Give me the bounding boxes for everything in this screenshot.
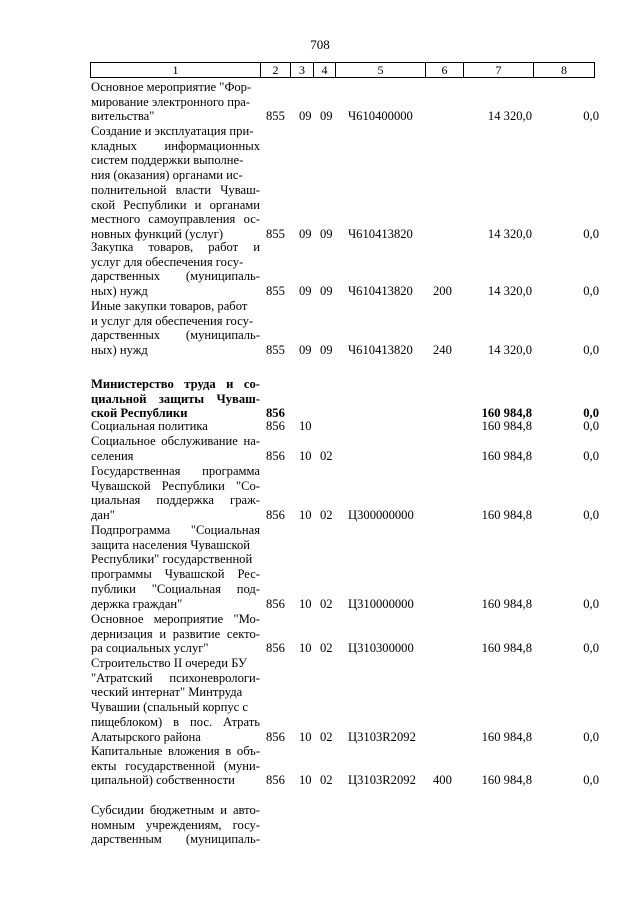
row-name-line: Строительство II очереди БУ [91,656,247,670]
header-col-3: 3 [291,63,314,77]
row-name-line: местного самоуправления ос- [91,212,260,227]
row-value-c8: 0,0 [583,508,599,523]
row-name-line: Капитальные вложения в объ- [91,744,260,758]
row-name [91,803,260,847]
row-value-c8: 0,0 [583,109,599,124]
row-value-c3: 10 [299,773,312,788]
row-name-line: Закупка товаров, работ и [91,240,260,254]
row-name-line: Создание и эксплуатация при- [91,124,254,138]
row-value-c3: 09 [299,109,312,124]
header-col-8: 8 [561,63,567,77]
row-value-c4: 02 [320,641,333,656]
row-name-line: Чувашии (спальный корпус с [91,700,248,715]
row-value-c2: 856 [266,508,285,523]
row-name-line: и услуг для обеспечения госу- [91,313,254,328]
row-value-c3: 10 [299,448,312,463]
row-value-c2: 856 [266,448,285,463]
row-name-line: ской Республики и органами [91,197,260,212]
row-name-line: Республики" государственной [91,552,253,567]
row-value-c7: 160 984,8 [481,596,532,611]
row-value-c7: 14 320,0 [487,284,532,299]
row-value-c3: 10 [299,729,312,744]
row-value-c7: 160 984,8 [481,448,532,463]
row-name-line: услуг для обеспечения госу- [91,254,244,269]
row-value-c2: 855 [266,284,285,299]
row-name-line: Алатырского района [91,729,201,744]
row-value-c6: 400 [433,773,452,788]
row-name-line: номным учреждениям, госу- [91,817,260,832]
row-name-line: ра социальных услуг" [91,641,209,656]
row-value-c4: 09 [320,284,333,299]
row-name-line: дан" [91,508,115,523]
row-value-c2: 856 [266,406,285,421]
row-value-c3: 10 [299,641,312,656]
row-name-line: дарственных (муниципаль- [91,328,260,343]
row-name-line: держка граждан" [91,596,183,611]
header-col-4: 4 [314,63,336,77]
row-name-line: Подпрограмма "Социальная [91,523,260,537]
row-value-c7: 14 320,0 [487,226,532,241]
row-name-line: "Атратский психоневрологи- [91,670,260,685]
row-value-c3: 10 [299,508,312,523]
row-name-line: публики "Социальная под- [91,581,260,596]
row-name-line: полнительной власти Чуваш- [91,182,260,197]
row-value-c2: 856 [266,419,285,433]
row-value-c2: 856 [266,773,285,788]
row-value-c2: 855 [266,343,285,358]
row-value-c8: 0,0 [583,641,599,656]
row-value-c7: 160 984,8 [481,729,532,744]
row-value-c3: 10 [299,596,312,611]
row-value-c5: Ц310300000 [348,641,414,656]
row-name [91,80,260,124]
row-name-line: Основное мероприятие "Мо- [91,612,260,626]
row-value-c7: 14 320,0 [487,343,532,358]
row-value-c4: 09 [320,343,333,358]
row-value-c8: 0,0 [583,226,599,241]
row-name-line: циальная поддержка граж- [91,493,260,508]
row-name-line: Основное мероприятие "Фор- [91,80,252,94]
row-value-c4: 02 [320,508,333,523]
row-value-c7: 160 984,8 [481,508,532,523]
row-value-c6: 200 [433,284,452,299]
row-value-c5: Ц300000000 [348,508,414,523]
row-value-c3: 09 [299,226,312,241]
row-name-line: защита населения Чувашской [91,537,251,552]
row-name [91,377,260,421]
row-value-c8: 0,0 [583,406,599,421]
row-name-line: ской Республики [91,406,188,421]
row-name [91,744,260,788]
row-name-line: ных) нужд [91,284,148,299]
row-value-c8: 0,0 [583,729,599,744]
row-value-c8: 0,0 [583,419,599,433]
row-value-c8: 0,0 [583,343,599,358]
row-value-c5: Ч610413820 [348,226,413,241]
row-name-line: Государственная программа [91,464,260,478]
row-value-c5: Ц3103R2092 [348,729,416,744]
row-value-c7: 160 984,8 [481,406,532,421]
row-value-c2: 855 [266,109,285,124]
row-value-c4: 09 [320,109,333,124]
row-value-c2: 856 [266,596,285,611]
row-name-line: дарственных (муниципаль- [91,269,260,284]
row-name-line: екты государственной (муни- [91,758,260,773]
row-name-line: ных) нужд [91,343,148,358]
row-value-c5: Ч610413820 [348,284,413,299]
row-value-c2: 856 [266,729,285,744]
row-name-line: ческий интернат" Минтруда [91,685,243,700]
row-value-c5: Ц3103R2092 [348,773,416,788]
row-name [91,299,260,358]
row-value-c7: 14 320,0 [487,109,532,124]
row-value-c4: 02 [320,729,333,744]
row-value-c4: 09 [320,226,333,241]
header-col-1: 1 [91,63,261,77]
row-value-c4: 02 [320,773,333,788]
row-name [91,434,260,463]
row-value-c8: 0,0 [583,773,599,788]
row-name-line: дернизация и развитие секто- [91,626,260,641]
row-name [91,419,260,434]
row-name-line: Социальное обслуживание на- [91,434,260,448]
row-name-line: вительства" [91,109,155,124]
row-value-c8: 0,0 [583,596,599,611]
row-value-c6: 240 [433,343,452,358]
row-value-c8: 0,0 [583,284,599,299]
row-value-c7: 160 984,8 [481,773,532,788]
row-value-c3: 09 [299,284,312,299]
row-name-line: Социальная политика [91,419,208,433]
row-value-c5: Ч610413820 [348,343,413,358]
header-col-6: 6 [426,63,464,77]
row-value-c7: 160 984,8 [481,419,532,433]
row-value-c4: 02 [320,596,333,611]
row-name [91,612,260,656]
row-name-line: систем поддержки выполне- [91,153,244,168]
row-name-line: Министерство труда и со- [91,377,260,391]
header-col-7: 7 [464,63,534,77]
row-value-c2: 855 [266,226,285,241]
row-name-line: новных функций (услуг) [91,226,224,241]
row-name-line: Чувашской Республики "Со- [91,478,260,493]
row-value-c7: 160 984,8 [481,641,532,656]
row-name-line: программы Чувашской Рес- [91,567,260,582]
row-name [91,124,260,242]
row-name-line: ципальной) собственности [91,773,235,788]
row-name-line: циальной защиты Чуваш- [91,391,260,406]
row-name [91,464,260,523]
row-value-c5: Ч610400000 [348,109,413,124]
row-name-line: ния (оказания) органами ис- [91,168,243,183]
row-name [91,656,260,744]
row-name-line: дарственным (муниципаль- [91,832,260,847]
row-value-c5: Ц310000000 [348,596,414,611]
page-number: 708 [310,37,330,52]
table-header [90,62,595,78]
row-name [91,523,260,611]
row-name-line: Субсидии бюджетным и авто- [91,803,260,817]
row-value-c3: 09 [299,343,312,358]
row-value-c3: 10 [299,419,312,433]
row-name-line: Иные закупки товаров, работ [91,299,248,313]
row-value-c2: 856 [266,641,285,656]
row-name-line: пищеблоком) в пос. Атрать [91,714,260,729]
row-name-line: кладных информационных [91,138,260,153]
header-col-5: 5 [336,63,426,77]
row-name-line: селения [91,448,134,463]
row-value-c8: 0,0 [583,448,599,463]
row-name-line: мирование электронного пра- [91,94,251,109]
row-value-c4: 02 [320,448,333,463]
row-name [91,240,260,299]
header-col-2: 2 [261,63,291,77]
